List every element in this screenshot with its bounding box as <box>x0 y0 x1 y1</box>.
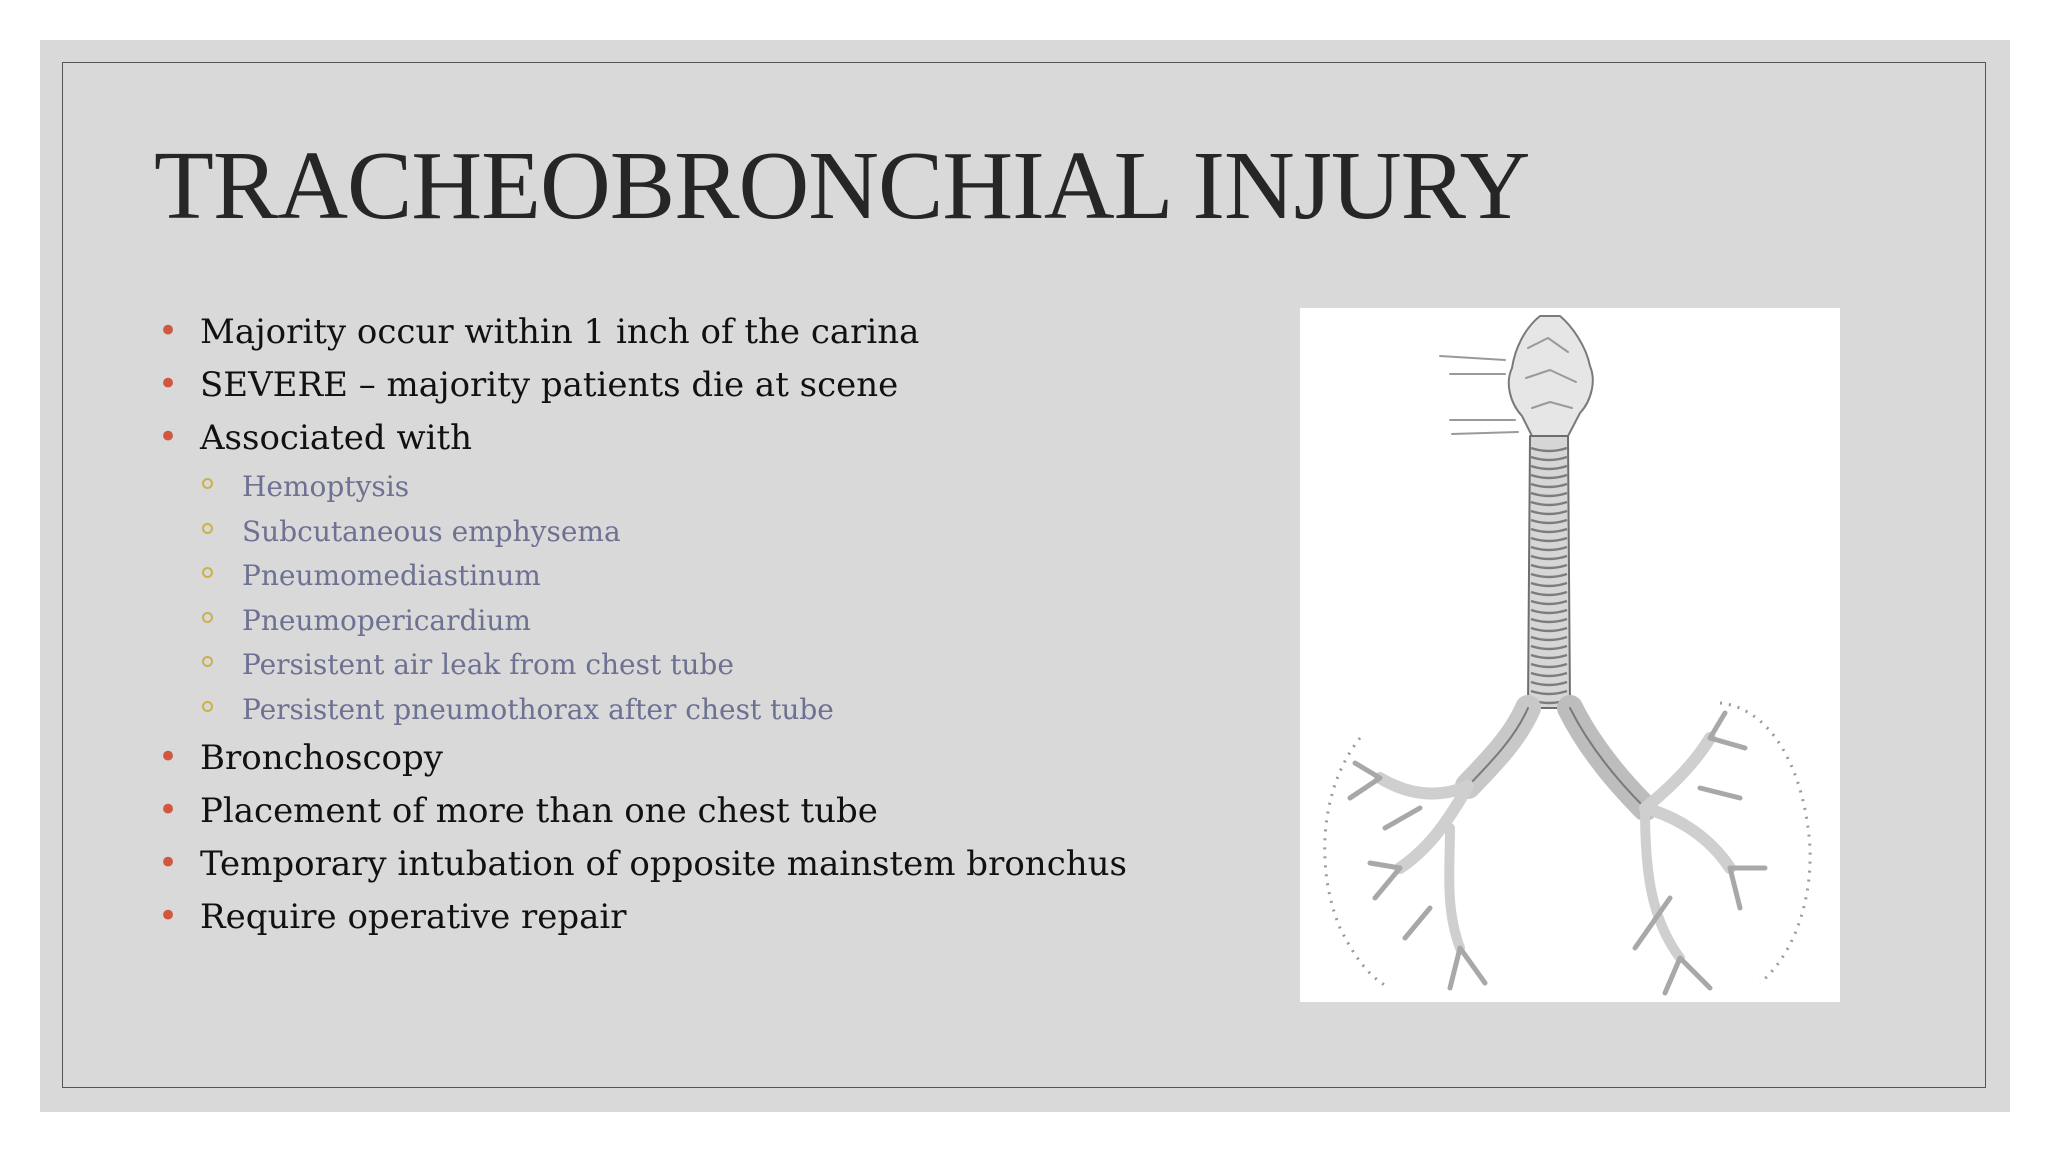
bullet-text: Placement of more than one chest tube <box>200 791 878 831</box>
bullet-text: Majority occur within 1 inch of the carina <box>200 312 920 352</box>
bullet-text: Bronchoscopy <box>200 738 443 778</box>
sub-bullet-item <box>158 688 1258 733</box>
sub-bullet-text: Pneumomediastinum <box>242 559 541 592</box>
sub-bullet-item <box>158 510 1258 555</box>
bullet-dot-icon: • <box>158 843 179 883</box>
bullet-dot-icon: • <box>158 417 179 457</box>
bullet-text: Require operative repair <box>200 897 627 937</box>
sub-bullet-text: Subcutaneous emphysema <box>242 514 621 548</box>
sub-bullet-text: Persistent pneumothorax after chest tube <box>242 692 834 726</box>
bullet-item <box>158 732 1258 785</box>
bullet-text: Associated with <box>200 418 472 458</box>
bullet-item <box>158 306 1258 359</box>
ring-bullet-icon <box>202 656 213 667</box>
sub-bullet-item <box>158 599 1258 644</box>
tracheobronchial-tree-image <box>1300 308 1840 1002</box>
sub-bullet-item <box>158 554 1258 599</box>
sub-bullet-item <box>158 465 1258 510</box>
bullet-dot-icon: • <box>158 790 179 830</box>
tracheobronchial-tree-illustration-icon <box>1300 308 1840 1002</box>
bullet-item <box>158 838 1258 891</box>
ring-bullet-icon <box>202 478 213 489</box>
ring-bullet-icon <box>202 523 213 534</box>
bullet-dot-icon: • <box>158 896 179 936</box>
bullet-dot-icon: • <box>158 311 179 351</box>
bullet-item <box>158 891 1258 944</box>
bullet-item <box>158 785 1258 838</box>
sub-bullet-item <box>158 643 1258 688</box>
bullet-text: Temporary intubation of opposite mainstem bronchus <box>200 844 1127 884</box>
bullet-dot-icon: • <box>158 364 179 404</box>
sub-bullet-text: Hemoptysis <box>242 470 410 503</box>
bullet-dot-icon: • <box>158 737 179 777</box>
ring-bullet-icon <box>202 701 213 712</box>
bullet-list <box>158 306 1258 944</box>
sub-bullet-text: Persistent air leak from chest tube <box>242 648 734 681</box>
sub-list-container <box>158 465 1258 732</box>
sub-bullet-text: Pneumopericardium <box>242 603 531 637</box>
bullet-item <box>158 359 1258 412</box>
sub-bullet-list <box>158 465 1258 732</box>
bullet-text: SEVERE – majority patients die at scene <box>200 365 899 405</box>
ring-bullet-icon <box>202 567 213 578</box>
slide-title: TRACHEOBRONCHIAL INJURY <box>154 132 1530 240</box>
bullet-item <box>158 412 1258 465</box>
ring-bullet-icon <box>202 612 213 623</box>
